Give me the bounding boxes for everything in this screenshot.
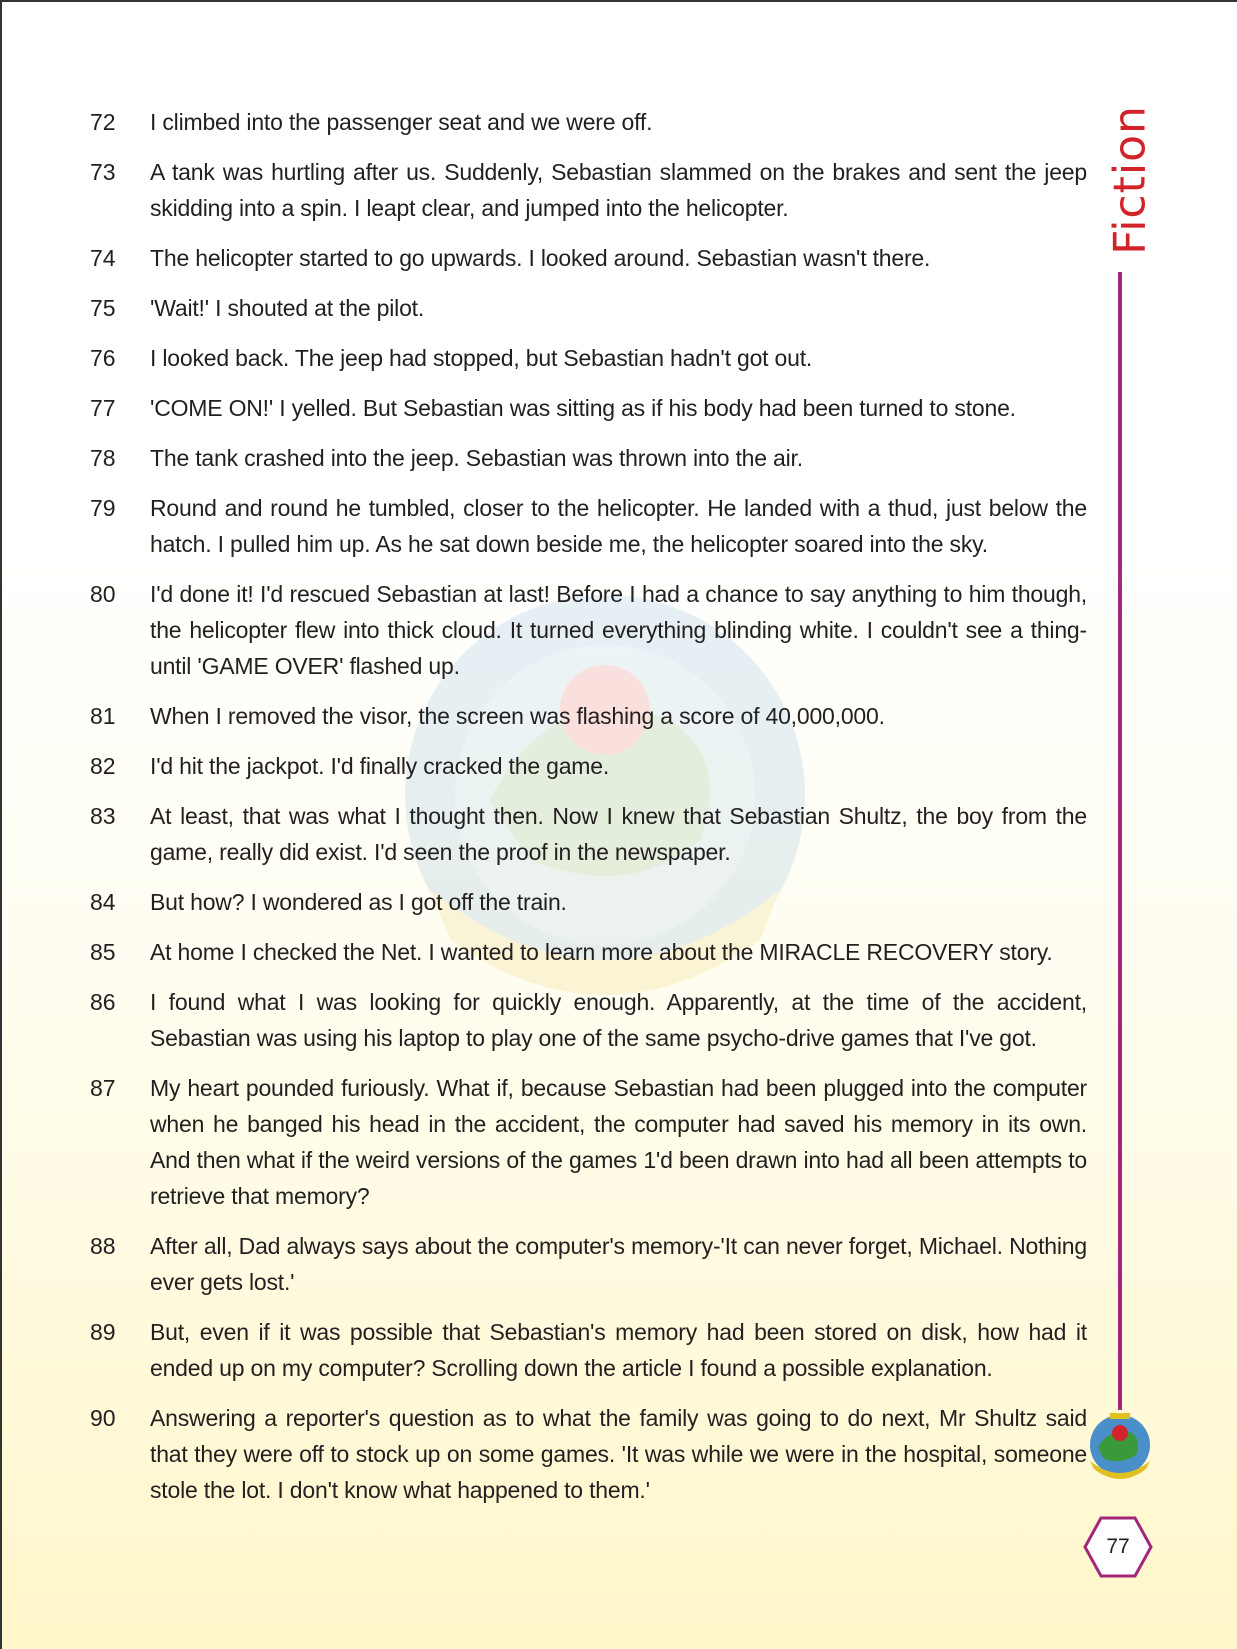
line-number: 81 (90, 703, 116, 729)
line-number: 87 (90, 1075, 116, 1101)
paragraph-text: The tank crashed into the jeep. Sebastian was thrown into the air. (150, 445, 803, 471)
paragraph (90, 390, 1087, 426)
paragraph-text: I'd done it! I'd rescued Sebastian at last! Before I had a chance to say anything to him though, the helicopter flew into thick cloud. It turned everything blinding white. I couldn't see a thing-until 'GAME OVER' flashed up. (150, 581, 1087, 679)
paragraph-text: My heart pounded furiously. What if, because Sebastian had been plugged into the computer when he banged his head in the accident, the computer had saved his memory in its own. And then what if the weird versions of the games 1'd been drawn into had all been attempts to retrieve that memory? (150, 1075, 1087, 1209)
page-number: 77 (1106, 1535, 1130, 1558)
line-number: 90 (90, 1405, 116, 1431)
paragraph-text: Answering a reporter's question as to what the family was going to do next, Mr Shultz said that they were off to stock up on some games. 'It was while we were in the hospital, someone stole the lot. I don't know what happened to them.' (150, 1405, 1087, 1503)
line-number: 82 (90, 753, 116, 779)
paragraph-text: The helicopter started to go upwards. I looked around. Sebastian wasn't there. (150, 245, 931, 271)
line-number: 83 (90, 803, 116, 829)
paragraph-text: I'd hit the jackpot. I'd finally cracked the game. (150, 753, 610, 779)
paragraph-text: Round and round he tumbled, closer to the helicopter. He landed with a thud, just below the hatch. I pulled him up. As he sat down beside me, the helicopter soared into the sky. (150, 495, 1087, 557)
paragraph-text: I looked back. The jeep had stopped, but Sebastian hadn't got out. (150, 345, 813, 371)
school-logo-icon (1080, 1405, 1160, 1485)
paragraph-text: I found what I was looking for quickly enough. Apparently, at the time of the accident, Sebastian was using his laptop to play one of the same psycho-drive games that I've got. (150, 989, 1087, 1051)
line-number: 78 (90, 445, 116, 471)
paragraph-text: I climbed into the passenger seat and we were off. (150, 109, 653, 135)
paragraph (90, 934, 1087, 970)
section-label (1100, 100, 1160, 260)
paragraph (90, 104, 1087, 140)
line-number: 80 (90, 581, 116, 607)
line-number: 85 (90, 939, 116, 965)
line-number: 75 (90, 295, 116, 321)
paragraph (90, 1228, 1087, 1300)
top-border (0, 0, 1237, 2)
paragraph-list (90, 104, 1087, 1522)
paragraph (90, 1070, 1087, 1214)
paragraph-text: At home I checked the Net. I wanted to learn more about the MIRACLE RECOVERY story. (150, 939, 1053, 965)
paragraph-text: At least, that was what I thought then. Now I knew that Sebastian Shultz, the boy from the game, really did exist. I'd seen the proof in the newspaper. (150, 803, 1087, 865)
paragraph (90, 748, 1087, 784)
section-label-text: Fiction (1104, 105, 1156, 255)
line-number: 88 (90, 1233, 116, 1259)
paragraph (90, 1314, 1087, 1386)
line-number: 74 (90, 245, 116, 271)
paragraph (90, 698, 1087, 734)
paragraph (90, 798, 1087, 870)
paragraph (90, 154, 1087, 226)
line-number: 73 (90, 159, 116, 185)
paragraph (90, 240, 1087, 276)
paragraph (90, 290, 1087, 326)
paragraph (90, 984, 1087, 1056)
paragraph-text: When I removed the visor, the screen was flashing a score of 40,000,000. (150, 703, 885, 729)
paragraph (90, 884, 1087, 920)
line-number: 84 (90, 889, 116, 915)
left-border (0, 0, 2, 1649)
paragraph (90, 440, 1087, 476)
paragraph (90, 576, 1087, 684)
line-number: 89 (90, 1319, 116, 1345)
paragraph-text: But, even if it was possible that Sebastian's memory had been stored on disk, how had it ended up on my computer? Scrolling down the article I found a possible explanation. (150, 1319, 1087, 1381)
paragraph (90, 1400, 1087, 1508)
line-number: 86 (90, 989, 116, 1015)
paragraph-text: After all, Dad always says about the computer's memory-'It can never forget, Michael. Nothing ever gets lost.' (150, 1233, 1087, 1295)
paragraph-text: 'COME ON!' I yelled. But Sebastian was sitting as if his body had been turned to stone. (150, 395, 1016, 421)
line-number: 79 (90, 495, 116, 521)
line-number: 77 (90, 395, 116, 421)
section-divider-line (1118, 272, 1122, 1410)
paragraph-text: A tank was hurtling after us. Suddenly, Sebastian slammed on the brakes and sent the jeep skidding into a spin. I leapt clear, and jumped into the helicopter. (150, 159, 1087, 221)
paragraph-text: 'Wait!' I shouted at the pilot. (150, 295, 425, 321)
line-number: 72 (90, 109, 116, 135)
paragraph (90, 490, 1087, 562)
line-number: 76 (90, 345, 116, 371)
paragraph (90, 340, 1087, 376)
paragraph-text: But how? I wondered as I got off the train. (150, 889, 567, 915)
